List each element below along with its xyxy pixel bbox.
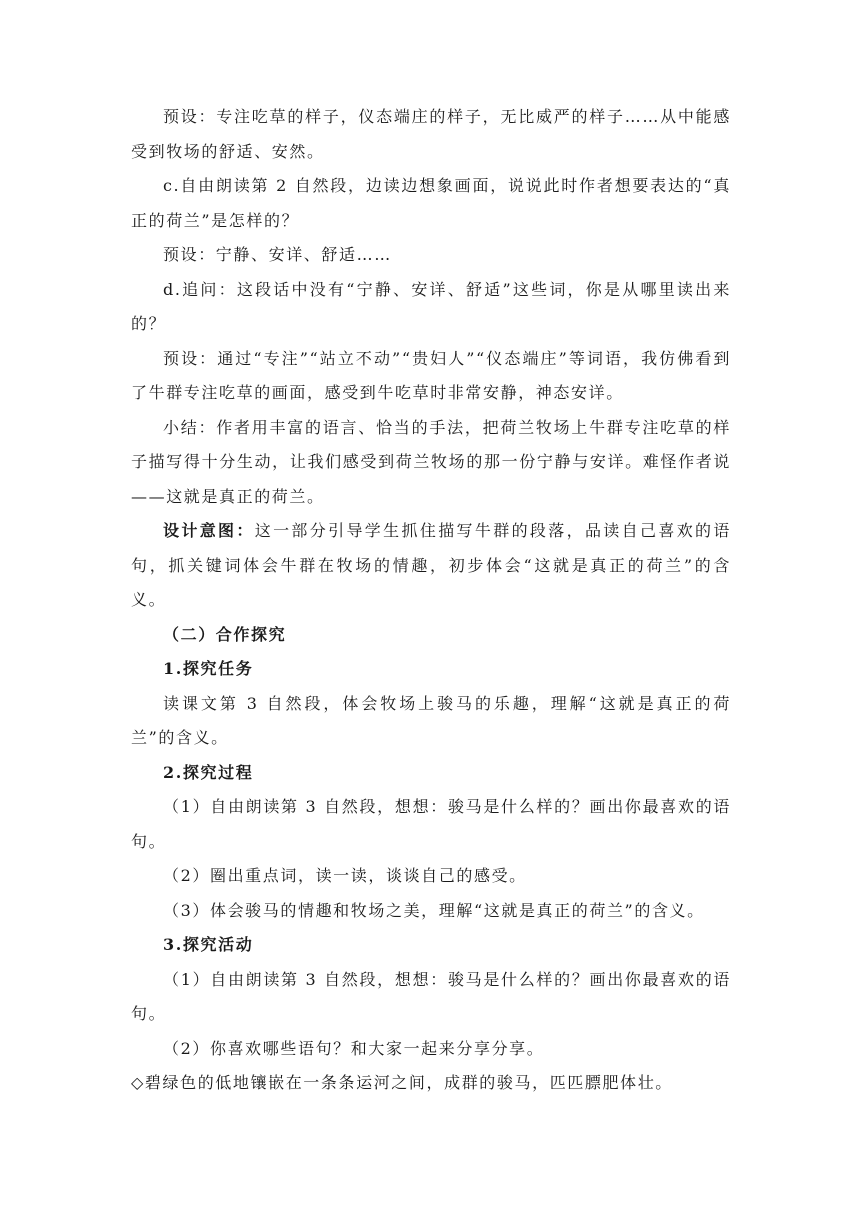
design-intent-label: 设计意图：: [163, 521, 255, 540]
paragraph-preset-3: 预设：通过“专注”“站立不动”“贵妇人”“仪态端庄”等词语，我仿佛看到了牛群专注吃草的画面，感受到牛吃草时非常安静，神态安详。: [131, 348, 731, 402]
design-intent-text: 这一部分引导学生抓住描写牛群的段落，品读自己喜欢的语句，抓关键词体会牛群在牧场的情趣，初步体会“这就是真正的荷兰”的含义。: [131, 521, 731, 609]
paragraph-preset-1: 预设：专注吃草的样子，仪态端庄的样子，无比威严的样子……从中能感受到牧场的舒适、安然。: [131, 107, 731, 161]
paragraph-process-2: （2）圈出重点词，读一读，谈谈自己的感受。: [163, 866, 527, 885]
paragraph-summary: 小结：作者用丰富的语言、恰当的手法，把荷兰牧场上牛群专注吃草的样子描写得十分生动，让我们感受到荷兰牧场的那一份宁静与安详。难怪作者说——这就是真正的荷兰。: [131, 417, 731, 506]
paragraph-step-c: c.自由朗读第 2 自然段，边读边想象画面，说说此时作者想要表达的“真正的荷兰”是怎样的？: [131, 176, 731, 230]
paragraph-activity-1: （1）自由朗读第 3 自然段，想想：骏马是什么样的？画出你最喜欢的语句。: [131, 969, 731, 1023]
paragraph-quote: ◇碧绿色的低地镶嵌在一条条运河之间，成群的骏马，匹匹膘肥体壮。: [131, 1073, 673, 1092]
heading-inquiry-activity: 3.探究活动: [163, 935, 254, 954]
paragraph-step-d: d.追问：这段话中没有“宁静、安详、舒适”这些词，你是从哪里读出来的？: [131, 279, 731, 333]
paragraph-process-1: （1）自由朗读第 3 自然段，想想：骏马是什么样的？画出你最喜欢的语句。: [131, 797, 731, 851]
heading-inquiry-task: 1.探究任务: [163, 659, 254, 678]
paragraph-task: 读课文第 3 自然段，体会牧场上骏马的乐趣，理解“这就是真正的荷兰”的含义。: [131, 693, 731, 747]
heading-inquiry-process: 2.探究过程: [163, 762, 254, 782]
paragraph-activity-2: （2）你喜欢哪些语句？和大家一起来分享分享。: [163, 1038, 545, 1058]
document-body: [131, 100, 731, 1101]
paragraph-design-intent: [131, 514, 731, 618]
section-heading-cooperative-inquiry: （二）合作探究: [163, 624, 287, 644]
paragraph-preset-2: 预设：宁静、安详、舒适……: [163, 245, 392, 264]
paragraph-process-3: （3）体会骏马的情趣和牧场之美，理解“这就是真正的荷兰”的含义。: [163, 900, 705, 920]
